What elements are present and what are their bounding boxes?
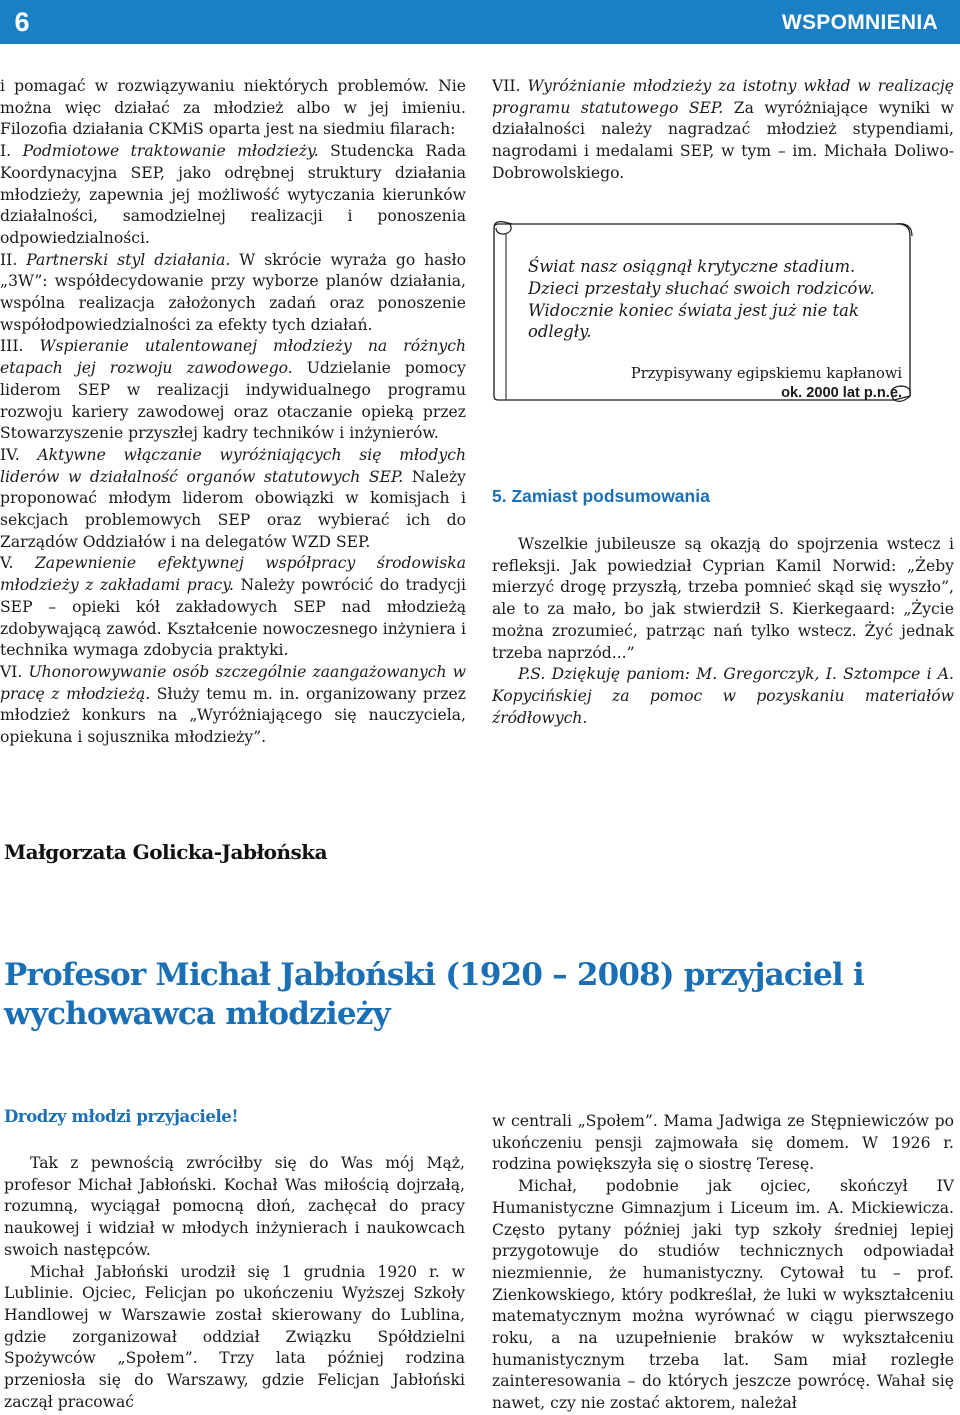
article-title: Profesor Michał Jabłoński (1920 – 2008) przyjaciel i wychowawca młodzieży <box>4 957 864 1032</box>
paragraph <box>0 445 466 554</box>
page-number: 6 <box>14 7 30 37</box>
italic-text: Zapewnienie efektywnej współpracy środowiska młodzieży z zakładami pracy. <box>0 554 467 595</box>
text-run: Udzielanie pomocy liderom SEP w realizacji indywidualnego programu rozwoju kariery zawodowej oraz otaczanie opieką przez Stowarzyszenie przyszłej kadry techników i inżynierów. <box>0 359 466 443</box>
text-run: W skrócie wyraża go hasło „3W”: współdecydowanie przy wyborze planów działania, wspólna realizacja założonych zadań oraz ponoszenie współodpowiedzialności za efekty tych działań. <box>0 250 467 334</box>
paragraph <box>0 336 466 445</box>
text-run: Należy proponować młodym liderom obowiązki w komisjach i sekcjach problemowych SEP oraz wybierać ich do Zarządów Oddziałów i na delegatów WZD SEP. <box>0 467 466 551</box>
text-run: Za wyróżniające wyniki w działalności należy nagradzać młodzież stypendiami, nagrodami i medalami SEP, w tym – im. Michała Doliwo-Dobrowolskiego. <box>492 98 954 182</box>
italic-text: Aktywne włączanie wyróżniających się młodych liderów w działalność organów statutowych SEP. <box>0 445 467 486</box>
summary-column <box>492 534 954 729</box>
italic-text: P.S. Dziękuję paniom: M. Gregorczyk, I. Sztompce i A. Kopycińskiej za pomoc w pozyskaniu materiałów źródłowych. <box>492 665 954 727</box>
text-run: Michał, podobnie jak ojciec, skończył IV Humanistyczne Gimnazjum i Liceum im. A. Mickiewicza. Często pytany później jaki typ szkoły średniej lepiej przygotowuje do studiów technicznych odpowiadał niezmiennie, że humanistyczny. Cytował tu – prof. Zienkowskiego, który podkreślał, że luki w wykształceniu matematycznym można wyrównać w ciągu pierwszego roku, a na uzupełnienie braków w wykształceniu humanistycznym trzeba lat. Sam miał rozległe zainteresowania – do których jeszcze powrócę. Wahał się nawet, czy nie zostać aktorem, należał <box>492 1177 954 1413</box>
text-run: I. <box>0 142 23 161</box>
paragraph <box>0 662 466 749</box>
text-run: VI. <box>0 662 29 681</box>
text-run: IV. <box>0 445 38 464</box>
left-column-top <box>0 76 466 749</box>
paragraph <box>0 250 466 337</box>
quote-year: ok. 2000 lat p.n.e. <box>781 384 902 401</box>
italic-text: Wspieranie utalentowanej młodzieży na różnych etapach jej rozwoju zawodowego. <box>0 337 466 378</box>
text-run: Należy powrócić do tradycji SEP – opieki kół zakładowych SEP nad młodzieżą zdobywającą zawód. Kształcenie nowoczesnego inżyniera i technika wymaga zdobycia praktyki. <box>0 576 466 660</box>
text-run: w centrali „Społem”. Mama Jadwiga ze Stępniewiczów po ukończeniu pensji zajmowała się domem. W 1926 r. rodzina powiększyła się o siostrę Teresę. <box>492 1112 954 1174</box>
text-run: VII. <box>492 77 528 95</box>
paragraph <box>492 76 954 185</box>
text-run: Wszelkie jubileusze są okazją do spojrzenia wstecz i refleksji. Jak powiedział Cyprian Kamil Norwid: „Żeby mierzyć drogę przyszłą, trzeba pomnieć skąd się wyszło”, ale to za mało, bo jak stwierdził S. Kierkegaard: „Życie można zrozumieć, patrząc nań tylko wstecz. Żyć jednak trzeba naprzód...” <box>492 535 954 662</box>
quote-attribution-text: Przypisywany egipskiemu kapłanowi <box>630 365 902 382</box>
quote-text: Świat nasz osiągnął krytyczne stadium. Dzieci przestały słuchać swoich rodziców. Widocznie koniec świata jest już nie tak odległy. <box>528 257 875 342</box>
paragraph <box>0 76 466 141</box>
text-run: Tak z pewnością zwróciłby się do Was mój Mąż, profesor Michał Jabłoński. Kochał Was miłością dojrzałą, rozumną, wyciągał pomocną dłoń, zachęcał do pracy naukowej i widział w młodych inżynierach i naukowcach swoich następców. <box>4 1154 465 1259</box>
section-title: WSPOMNIENIA <box>781 11 938 34</box>
text-run: Służy temu m. in. organizowany przez młodzież konkurs na „Wyróżniającego się nauczyciela, opiekuna i sojusznika młodzieży”. <box>0 684 466 747</box>
section-heading: 5. Zamiast podsumowania <box>492 486 710 506</box>
paragraph <box>492 534 954 664</box>
text-run: Michał Jabłoński urodził się 1 grudnia 1920 r. w Lublinie. Ojciec, Felicjan po ukończeniu Wyższej Szkoły Handlowej w Warszawie został skierowany do Lublina, gdzie zorganizował oddział Związku Spółdzielni Spożywców „Społem”. Trzy lata później rodzina przeniosła się do Warszawy, gdzie Felicjan Jabłoński zaczął pracować <box>4 1262 465 1411</box>
paragraph <box>492 1176 954 1415</box>
article-greeting: Drodzy młodzi przyjaciele! <box>4 1107 239 1126</box>
paragraph <box>492 664 954 729</box>
italic-text: Uhonorowywanie osób szczególnie zaangażowanych w pracę z młodzieżą. <box>0 662 466 703</box>
quote-attribution <box>528 364 902 403</box>
article-left-column <box>4 1153 465 1413</box>
paragraph <box>0 141 466 250</box>
italic-text: Partnerski styl działania. <box>26 250 231 269</box>
italic-text: Podmiotowe traktowanie młodzieży. <box>22 142 319 161</box>
text-run: II. <box>0 250 27 269</box>
text-run: i pomagać w rozwiązywaniu niektórych problemów. Nie można więc działać za młodzież albo w jej imieniu. Filozofia działania CKMiS oparta jest na siedmiu filarach: <box>0 77 466 139</box>
italic-text: Wyróżnianie młodzieży za istotny wkład w realizację programu statutowego SEP. <box>492 77 954 117</box>
text-run: III. <box>0 337 40 356</box>
article-right-column <box>492 1111 954 1415</box>
right-column-top <box>492 76 954 185</box>
paragraph <box>492 1111 954 1176</box>
text-run: Studencka Rada Koordynacyjna SEP, jako odrębnej struktury działania młodzieży, zapewnia jej możliwość wytyczania kierunków działalności, samodzielnej realizacji i ponoszenia odpowiedzialności. <box>0 142 466 247</box>
paragraph <box>4 1153 465 1262</box>
paragraph <box>0 553 466 662</box>
page-header-bar <box>0 0 960 44</box>
article-author: Małgorzata Golicka-Jabłońska <box>4 840 328 864</box>
text-run: V. <box>0 554 35 573</box>
quote-scroll-box <box>490 218 918 408</box>
